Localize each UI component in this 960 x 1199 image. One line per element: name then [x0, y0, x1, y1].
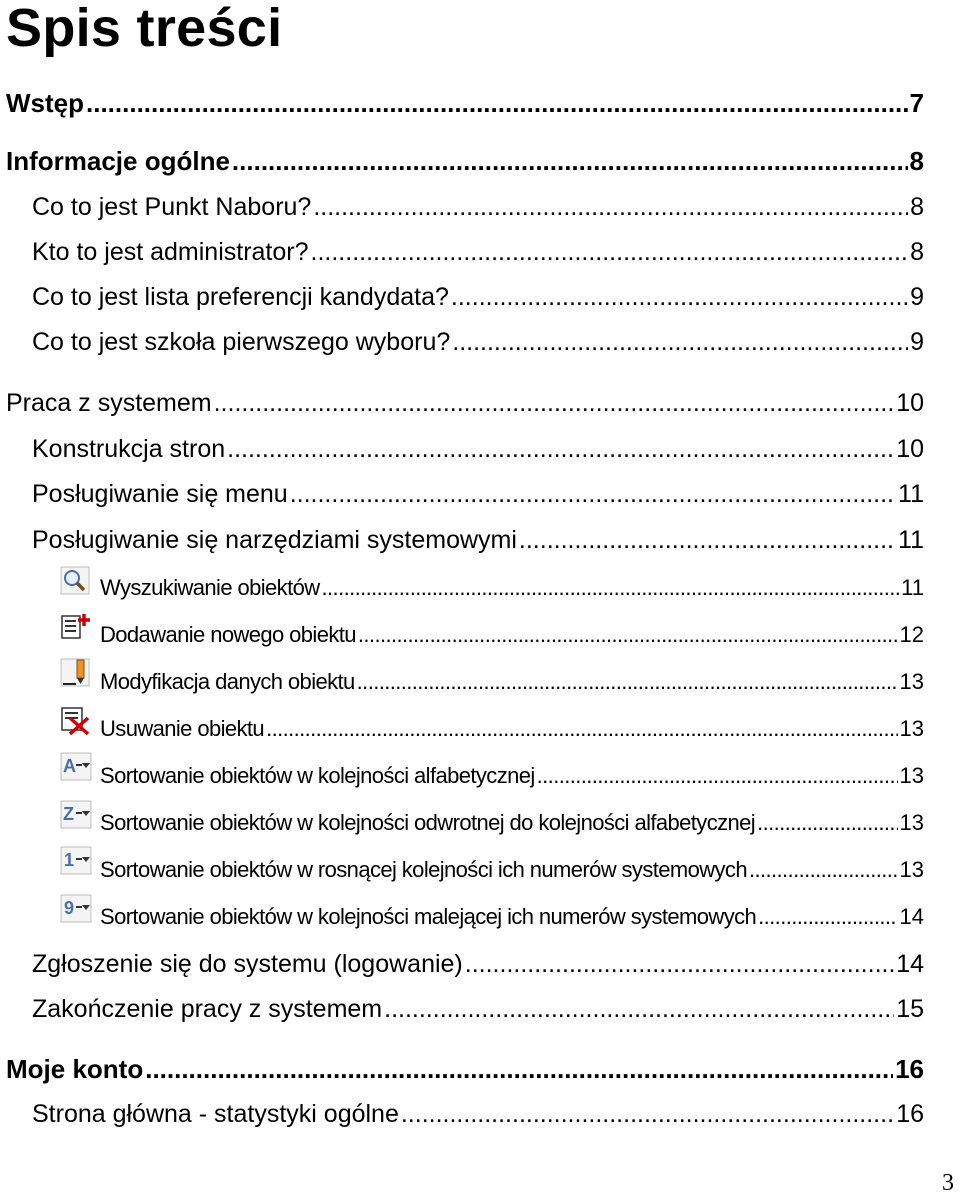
- toc-entry-page: 9: [910, 328, 924, 356]
- delete-object-icon: [60, 706, 92, 736]
- toc-entry-page: 14: [896, 950, 924, 978]
- toc-entry-usuwanie[interactable]: [100, 716, 924, 742]
- toc-entry-label: Zakończenie pracy z systemem: [32, 995, 383, 1023]
- toc-entry-page: 8: [910, 238, 924, 266]
- search-object-icon: [60, 566, 92, 596]
- toc-entry-label: Wyszukiwanie obiektów: [100, 575, 320, 600]
- sort-num-desc-icon: [60, 894, 92, 924]
- toc-entry-zakonczenie[interactable]: [32, 995, 924, 1024]
- add-object-icon: [60, 612, 92, 642]
- svg-text:9: 9: [64, 898, 75, 918]
- page-number: 3: [942, 1170, 954, 1196]
- toc-entry-label: Sortowanie obiektów w kolejności alfabetycznej: [100, 763, 535, 788]
- dot-leader: [749, 857, 898, 883]
- toc-entry-page: 16: [896, 1100, 924, 1128]
- toc-entry-strona-glowna[interactable]: [32, 1100, 924, 1129]
- toc-entry-narzedzia[interactable]: [32, 526, 924, 555]
- toc-entry-page: 9: [910, 283, 924, 311]
- toc-entry-label: Zgłoszenie się do systemu (logowanie): [32, 950, 463, 978]
- toc-entry-label: Posługiwanie się menu: [32, 480, 288, 508]
- dot-leader: [537, 763, 898, 789]
- dot-leader: [358, 622, 898, 648]
- svg-text:1: 1: [64, 850, 75, 870]
- toc-entry-sort-odwrotnie[interactable]: [100, 810, 924, 836]
- dot-leader: [519, 526, 896, 555]
- toc-entry-page: 13: [899, 857, 924, 882]
- toc-entry-wyszukiwanie[interactable]: [100, 575, 924, 601]
- toc-entry-page: 11: [898, 480, 924, 508]
- dot-leader: [311, 238, 909, 267]
- dot-leader: [452, 328, 908, 357]
- sort-num-asc-icon: [60, 846, 92, 876]
- toc-entry-page: 13: [899, 763, 924, 788]
- dot-leader: [451, 283, 908, 312]
- sort-alpha-asc-icon: [60, 752, 92, 782]
- dot-leader: [757, 810, 897, 836]
- toc-entry-label: Moje konto: [6, 1054, 144, 1084]
- toc-entry-label: Praca z systemem: [6, 389, 212, 417]
- toc-entry-menu[interactable]: [32, 480, 924, 509]
- svg-text:Z: Z: [63, 804, 74, 824]
- toc-entry-moje-konto[interactable]: [6, 1054, 924, 1085]
- toc-entry-page: 8: [910, 193, 924, 221]
- dot-leader: [266, 716, 897, 742]
- dot-leader: [401, 1100, 894, 1129]
- toc-entry-modyfikacja[interactable]: [100, 669, 924, 695]
- dot-leader: [86, 88, 908, 119]
- page-title: Spis treści: [6, 0, 283, 58]
- toc-entry-page: 14: [899, 904, 924, 929]
- toc-entry-page: 15: [896, 995, 924, 1023]
- toc-entry-label: Sortowanie obiektów w kolejności odwrotnej do kolejności alfabetycznej: [100, 810, 756, 835]
- dot-leader: [227, 435, 894, 464]
- sort-alpha-desc-icon: [60, 800, 92, 830]
- dot-leader: [214, 389, 895, 418]
- dot-leader: [145, 1054, 893, 1085]
- dot-leader: [290, 480, 896, 509]
- dot-leader: [465, 950, 894, 979]
- toc-entry-label: Dodawanie nowego obiektu: [100, 622, 356, 647]
- toc-entry-wstep[interactable]: [6, 88, 924, 119]
- toc-entry-label: Usuwanie obiektu: [100, 716, 265, 741]
- toc-entry-sort-malejaco[interactable]: [100, 904, 924, 930]
- toc-entry-punkt-naboru[interactable]: [32, 193, 924, 222]
- dot-leader: [758, 904, 897, 930]
- toc-entry-sort-rosnaco[interactable]: [100, 857, 924, 883]
- toc-entry-label: Informacje ogólne: [6, 146, 230, 176]
- toc-entry-page: 7: [909, 88, 924, 118]
- toc-entry-dodawanie[interactable]: [100, 622, 924, 648]
- toc-entry-lista-preferencji[interactable]: [32, 283, 924, 312]
- toc-entry-page: 13: [899, 669, 924, 694]
- dot-leader: [357, 669, 898, 695]
- dot-leader: [313, 193, 908, 222]
- toc-entry-page: 13: [899, 810, 924, 835]
- toc-entry-page: 10: [896, 389, 924, 417]
- toc-entry-page: 16: [895, 1054, 924, 1084]
- toc-entry-page: 11: [901, 575, 924, 600]
- edit-object-icon: [60, 658, 92, 688]
- toc-entry-sort-alfabetycznie[interactable]: [100, 763, 924, 789]
- dot-leader: [322, 575, 900, 601]
- toc-entry-label: Kto to jest administrator?: [32, 238, 309, 266]
- toc-entry-label: Strona główna - statystyki ogólne: [32, 1100, 399, 1128]
- toc-entry-label: Modyfikacja danych obiektu: [100, 669, 355, 694]
- toc-entry-label: Wstęp: [6, 88, 84, 118]
- dot-leader: [232, 146, 908, 177]
- toc-entry-konstrukcja-stron[interactable]: [32, 435, 924, 464]
- toc-entry-label: Co to jest Punkt Naboru?: [32, 193, 312, 221]
- toc-entry-administrator[interactable]: [32, 238, 924, 267]
- toc-entry-praca-z-systemem[interactable]: [6, 389, 924, 418]
- toc-entry-page: 8: [909, 146, 924, 176]
- toc-entry-label: Co to jest szkoła pierwszego wyboru?: [32, 328, 451, 356]
- toc-entry-szkola-pierwszego-wyboru[interactable]: [32, 328, 924, 357]
- toc-entry-label: Konstrukcja stron: [32, 435, 226, 463]
- toc-entry-informacje-ogolne[interactable]: [6, 146, 924, 177]
- svg-text:A: A: [63, 756, 76, 776]
- toc-entry-page: 13: [899, 716, 924, 741]
- dot-leader: [384, 995, 894, 1024]
- toc-entry-page: 12: [899, 622, 924, 647]
- toc-entry-page: 10: [896, 435, 924, 463]
- toc-entry-page: 11: [898, 526, 924, 554]
- toc-entry-label: Sortowanie obiektów w rosnącej kolejności ich numerów systemowych: [100, 857, 747, 882]
- toc-entry-label: Co to jest lista preferencji kandydata?: [32, 283, 449, 311]
- toc-entry-label: Sortowanie obiektów w kolejności malejącej ich numerów systemowych: [100, 904, 757, 929]
- toc-entry-logowanie[interactable]: [32, 950, 924, 979]
- toc-entry-label: Posługiwanie się narzędziami systemowymi: [32, 526, 517, 554]
